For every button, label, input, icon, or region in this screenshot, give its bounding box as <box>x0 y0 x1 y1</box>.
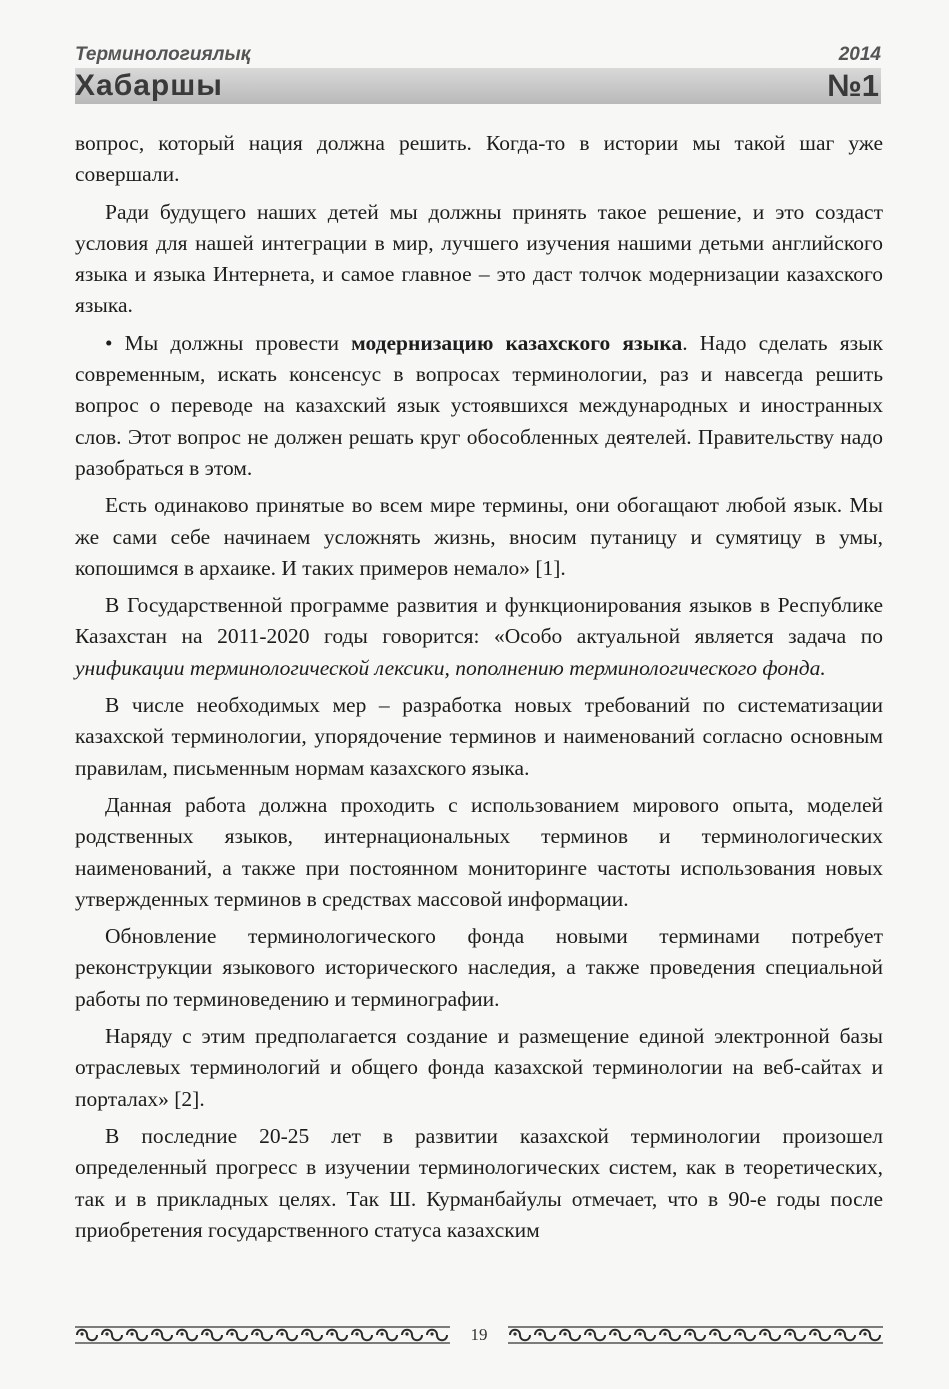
paragraph <box>75 690 883 784</box>
text-run: Наряду с этим предполагается создание и размещение единой электронной базы отраслевых терминологий и общего фонда казахской терминологии на веб-сайтах и порталах» [2]. <box>75 1024 883 1111</box>
bold-text: модернизацию казахского языка <box>351 330 683 355</box>
paragraph <box>75 490 883 584</box>
text-run: Данная работа должна проходить с использованием мирового опыта, моделей родственных языков, интернациональных терминов и терминологических наименований, а также при постоянном мониторинге частоты использования новых утвержденных терминов в средствах массовой информации. <box>75 792 883 911</box>
journal-name: Терминологиялық <box>75 44 251 65</box>
text-run: Есть одинаково принятые во всем мире термины, они обогащают любой язык. Мы же сами себе начинаем усложнять жизнь, вносим путаницу и сумятицу в умы, копошимся в архаике. И таких примеров немало» [1]. <box>75 493 883 580</box>
paragraph <box>75 1021 883 1115</box>
paragraph <box>75 1121 883 1246</box>
text-run: В последние 20-25 лет в развитии казахской терминологии произошел определенный прогресс в изучении терминологических систем, как в теоретических, так и в прикладных целях. Так Ш. Курманбайулы отмечает, что в 90-е годы после приобретения государственного статуса казахским <box>75 1123 883 1242</box>
paragraph <box>75 790 883 915</box>
paragraph <box>75 328 883 484</box>
paragraph <box>75 590 883 684</box>
issue-number: №1 <box>827 68 879 103</box>
text-run: • Мы должны провести <box>105 330 352 355</box>
issue-year: 2014 <box>838 44 881 65</box>
page-footer <box>75 1322 883 1348</box>
journal-subtitle: Хабаршы <box>75 69 223 102</box>
running-header <box>75 44 881 106</box>
text-run: В Государственной программе развития и функционирования языков в Республике Казахстан на 2011-2020 годы говорится: «Особо актуальной является задача по <box>75 593 883 649</box>
paragraph <box>75 921 883 1015</box>
footer-ornament-right <box>508 1326 883 1344</box>
paragraph <box>75 197 883 322</box>
article-body <box>75 128 883 1252</box>
text-run: . Надо сделать язык современным, искать консенсус в вопросах терминологии, раз и навсегда решить вопрос о переводе на казахский язык устоявшихся международных и иностранных слов. Этот вопрос не должен решать круг обособленных деятелей. Правительству надо разобраться в этом. <box>75 330 883 480</box>
text-run: Ради будущего наших детей мы должны принять такое решение, и это создаст условия для нашей интеграции в мир, лучшего изучения нашими детьми английского языка и языка Интернета, и самое главное – это даст толчок модернизации казахского языка. <box>75 199 883 318</box>
paragraph <box>75 128 883 191</box>
header-title-bar <box>75 68 881 104</box>
text-run: В числе необходимых мер – разработка новых требований по систематизации казахской терминологии, упорядочение терминов и наименований согласно основным правилам, письменным нормам казахского языка. <box>75 693 883 780</box>
text-run: Обновление терминологического фонда новыми терминами потребует реконструкции языкового исторического наследия, а также проведения специальной работы по терминоведению и терминографии. <box>75 924 883 1011</box>
text-run: вопрос, который нация должна решить. Когда-то в истории мы такой шаг уже совершали. <box>75 131 883 187</box>
page-number: 19 <box>470 1325 488 1344</box>
footer-ornament-left <box>75 1326 450 1344</box>
italic-text: унификации терминологической лексики, пополнению терминологического фонда. <box>75 655 826 680</box>
